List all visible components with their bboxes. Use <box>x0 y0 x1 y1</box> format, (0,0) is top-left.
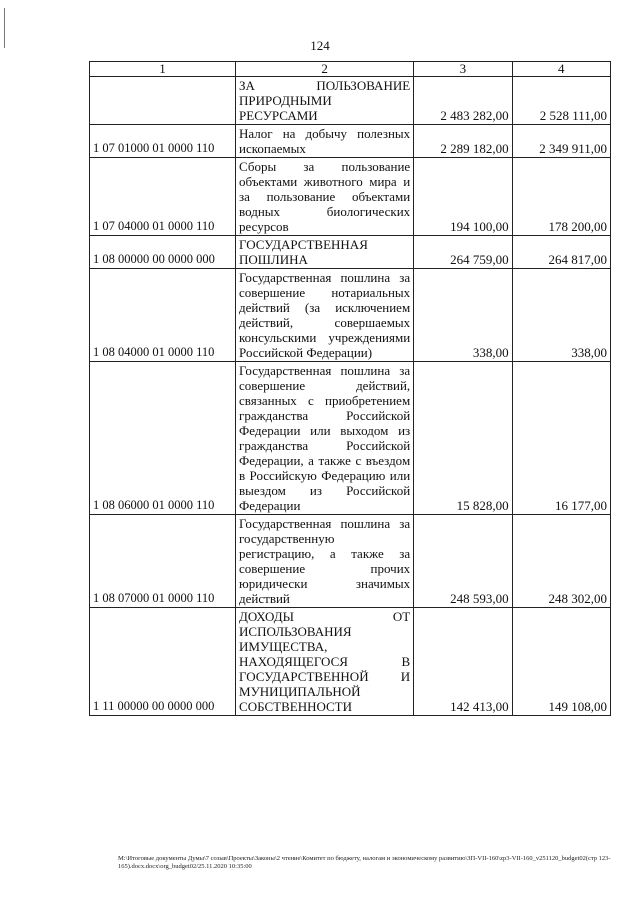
row-code: 1 08 04000 01 0000 110 <box>90 269 236 362</box>
row-value-4: 149 108,00 <box>512 608 610 716</box>
table-row <box>90 515 611 608</box>
budget-table <box>89 61 611 716</box>
footer-file-path: M:\Итоговые документы Думы\7 созыв\Проекты\Законы\2 чтение\Комитет по бюджету, налогам и экономическому развитию\ЗП-VII-160\zp3-VII-160_v251120_budget02(стр 123-165).docx.docx\org_budget02/25.11.2020 10:35:00 <box>118 855 611 870</box>
row-value-4: 338,00 <box>512 269 610 362</box>
row-value-4: 16 177,00 <box>512 362 610 515</box>
row-name: Налог на добычу полезных ископаемых <box>236 125 414 158</box>
header-col-4: 4 <box>512 62 610 77</box>
row-value-3: 2 289 182,00 <box>414 125 512 158</box>
table-header-row <box>90 62 611 77</box>
table-row <box>90 236 611 269</box>
table-row <box>90 269 611 362</box>
row-value-3: 2 483 282,00 <box>414 77 512 125</box>
row-value-3: 15 828,00 <box>414 362 512 515</box>
row-value-3: 142 413,00 <box>414 608 512 716</box>
row-value-3: 248 593,00 <box>414 515 512 608</box>
row-name: ГОСУДАРСТВЕННАЯ ПОШЛИНА <box>236 236 414 269</box>
header-col-2: 2 <box>236 62 414 77</box>
row-code: 1 07 04000 01 0000 110 <box>90 158 236 236</box>
row-name: ДОХОДЫ ОТ ИСПОЛЬЗОВАНИЯ ИМУЩЕСТВА, НАХОДЯЩЕГОСЯ В ГОСУДАРСТВЕННОЙ И МУНИЦИПАЛЬНОЙ СОБСТВЕННОСТИ <box>236 608 414 716</box>
table-row <box>90 77 611 125</box>
row-name: Государственная пошлина за совершение нотариальных действий (за исключением действий, совершаемых консульскими учреждениями Российской Федерации) <box>236 269 414 362</box>
table-row <box>90 608 611 716</box>
header-col-1: 1 <box>90 62 236 77</box>
table-row <box>90 362 611 515</box>
row-value-4: 2 349 911,00 <box>512 125 610 158</box>
row-name: Государственная пошлина за совершение действий, связанных с приобретением гражданства Российской Федерации или выходом из гражданства Российской Федерации, а также с въездом в Российскую Федерацию или выездом из Российской Федерации <box>236 362 414 515</box>
row-value-3: 194 100,00 <box>414 158 512 236</box>
row-code <box>90 77 236 125</box>
row-code: 1 07 01000 01 0000 110 <box>90 125 236 158</box>
table-row <box>90 158 611 236</box>
row-code: 1 08 06000 01 0000 110 <box>90 362 236 515</box>
row-name: Государственная пошлина за государственную регистрацию, а также за совершение прочих юридически значимых действий <box>236 515 414 608</box>
row-value-3: 264 759,00 <box>414 236 512 269</box>
page-number: 124 <box>310 38 330 53</box>
header-col-3: 3 <box>414 62 512 77</box>
row-value-4: 248 302,00 <box>512 515 610 608</box>
row-value-4: 2 528 111,00 <box>512 77 610 125</box>
row-value-4: 264 817,00 <box>512 236 610 269</box>
row-value-3: 338,00 <box>414 269 512 362</box>
row-code: 1 08 00000 00 0000 000 <box>90 236 236 269</box>
row-code: 1 08 07000 01 0000 110 <box>90 515 236 608</box>
row-code: 1 11 00000 00 0000 000 <box>90 608 236 716</box>
row-name: Сборы за пользование объектами животного мира и за пользование объектами водных биологических ресурсов <box>236 158 414 236</box>
table-row <box>90 125 611 158</box>
row-value-4: 178 200,00 <box>512 158 610 236</box>
row-name: ЗА ПОЛЬЗОВАНИЕ ПРИРОДНЫМИ РЕСУРСАМИ <box>236 77 414 125</box>
